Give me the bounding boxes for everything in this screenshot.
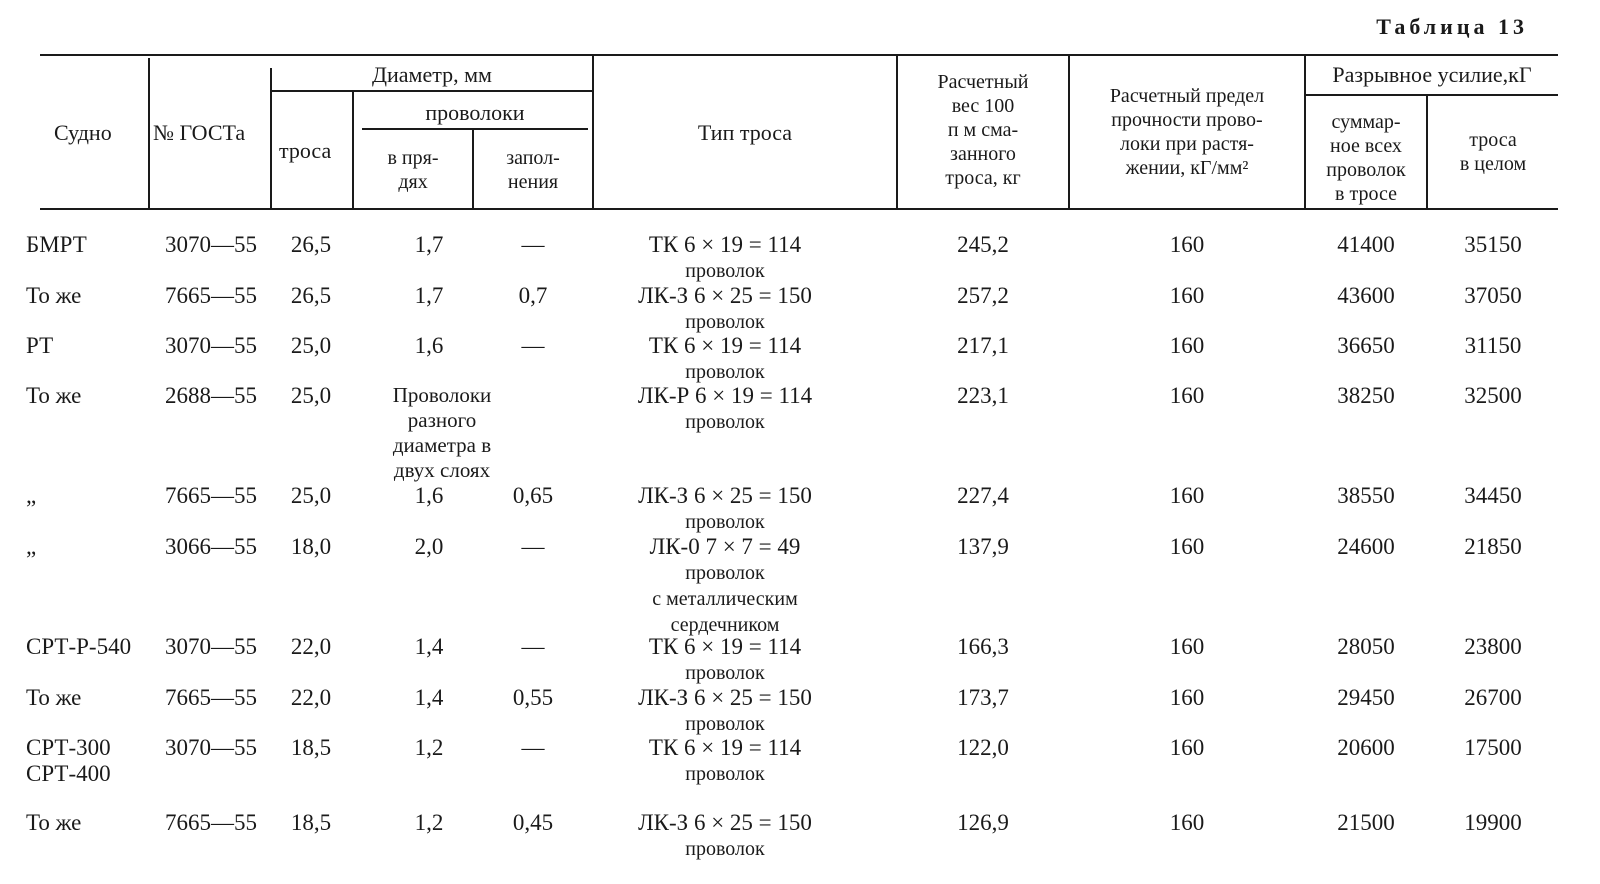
cell-filling-wire: 0,65 [512,483,554,508]
cell-vessel: То же [26,283,82,308]
header-in-strands: в пря- дях [387,147,439,193]
cell-weight: 223,1 [957,383,1009,408]
cell-gost: 3070—55 [165,333,257,358]
cell-strength: 160 [1169,232,1205,257]
cell-rope-type-note: проволок с металлическим сердечником [652,562,798,636]
cell-rope-whole: 23800 [1464,634,1522,659]
cell-rope-type-note: проволок [685,763,765,785]
cell-sum-wires: 24600 [1337,534,1395,559]
cell-gost: 7665—55 [165,283,257,308]
cell-rope-type: ЛК-З 6 × 25 = 150 [638,685,812,710]
diameter-group-rule [272,90,592,92]
col-rule-2 [270,68,272,208]
cell-sum-wires: 28050 [1337,634,1395,659]
header-gost: № ГОСТа [153,120,246,145]
cell-rope-type: ЛК-Р 6 × 19 = 114 [637,383,813,408]
cell-rope-type: ТК 6 × 19 = 114 [648,232,802,257]
cell-rope-type: ЛК-З 6 × 25 = 150 [638,483,812,508]
cell-vessel: БМРТ [26,232,87,257]
cell-rope-whole: 35150 [1464,232,1522,257]
cell-strength: 160 [1169,283,1205,308]
header-rope-whole: троса в целом [1459,129,1527,175]
cell-vessel: То же [26,383,82,408]
cell-rope-whole: 19900 [1464,810,1522,835]
cell-rope-whole: 32500 [1464,383,1522,408]
cell-rope-diameter: 18,5 [290,735,332,760]
cell-gost: 7665—55 [165,483,257,508]
cell-strength: 160 [1169,534,1205,559]
cell-strand-wire: 1,2 [414,735,444,760]
header-vessel: Судно [54,120,112,145]
header-breaking-group: Разрывное усилие,кГ [1332,62,1532,87]
cell-rope-diameter: 18,5 [290,810,332,835]
cell-rope-diameter: 26,5 [290,283,332,308]
cell-sum-wires: 20600 [1337,735,1395,760]
cell-filling-wire: 0,7 [518,283,548,308]
cell-strand-wire: 2,0 [414,534,444,559]
cell-rope-type: ЛК-З 6 × 25 = 150 [638,283,812,308]
header-rope-diameter: троса [279,138,332,163]
cell-sum-wires: 38550 [1337,483,1395,508]
cell-filling-wire: — [521,634,545,659]
cell-weight: 137,9 [957,534,1009,559]
header-diameter-group: Диаметр, мм [372,62,492,87]
cell-rope-whole: 34450 [1464,483,1522,508]
cell-rope-diameter: 25,0 [290,483,332,508]
cell-filling-wire: — [521,735,545,760]
cell-rope-diameter: 18,0 [290,534,332,559]
cell-rope-type-note: проволок [685,411,765,433]
cell-rope-whole: 37050 [1464,283,1522,308]
cell-gost: 3070—55 [165,735,257,760]
cell-rope-type-note: проволок [685,311,765,333]
cell-gost: 2688—55 [165,383,257,408]
cell-vessel: То же [26,685,82,710]
cell-rope-whole: 31150 [1464,333,1522,358]
cell-weight: 257,2 [957,283,1009,308]
cell-vessel: СРТ-300 СРТ-400 [26,735,111,786]
cell-rope-type-note: проволок [685,511,765,533]
cell-rope-whole: 26700 [1464,685,1522,710]
cell-strength: 160 [1169,483,1205,508]
cell-strand-wire: Проволоки разного диаметра в двух слоях [392,383,492,482]
cell-strand-wire: 1,4 [414,634,444,659]
header-sum-wires: суммар- ное всех проволок в тросе [1326,111,1406,205]
cell-rope-whole: 21850 [1464,534,1522,559]
breaking-group-rule [1306,94,1558,96]
cell-vessel: То же [26,810,82,835]
cell-weight: 166,3 [957,634,1009,659]
cell-strength: 160 [1169,810,1205,835]
cell-filling-wire: 0,55 [512,685,554,710]
col-rule-1 [148,58,150,208]
cell-rope-type: ТК 6 × 19 = 114 [648,333,802,358]
table-caption: Таблица 13 [1376,14,1528,39]
cell-rope-type: ЛК-З 6 × 25 = 150 [638,810,812,835]
cell-sum-wires: 38250 [1337,383,1395,408]
cell-rope-type-note: проволок [685,260,765,282]
cell-weight: 122,0 [957,735,1009,760]
cell-rope-type-note: проволок [685,361,765,383]
cell-vessel: „ [26,534,37,559]
cell-strand-wire: 1,4 [414,685,444,710]
cell-vessel: РТ [26,333,54,358]
header-strength: Расчетный предел прочности прово- локи при растя- жении, кГ/мм² [1109,85,1265,179]
cell-rope-type: ТК 6 × 19 = 114 [648,735,802,760]
cell-weight: 217,1 [957,333,1009,358]
cell-gost: 7665—55 [165,685,257,710]
cell-strand-wire: 1,7 [414,232,444,257]
header-filling: запол- нения [506,147,560,193]
cell-vessel: „ [26,483,37,508]
cell-filling-wire: — [521,232,545,257]
cell-rope-type-note: проволок [685,713,765,735]
header-bottom-rule [40,208,1558,210]
cell-rope-diameter: 25,0 [290,383,332,408]
cell-gost: 3070—55 [165,232,257,257]
cell-strength: 160 [1169,383,1205,408]
header-wire-group: проволоки [425,100,525,125]
top-rule [40,54,1558,56]
cell-strand-wire: 1,7 [414,283,444,308]
cell-sum-wires: 29450 [1337,685,1395,710]
cell-strength: 160 [1169,333,1205,358]
cell-gost: 7665—55 [165,810,257,835]
cell-strand-wire: 1,6 [414,333,444,358]
cell-rope-type-note: проволок [685,838,765,860]
cell-strength: 160 [1169,735,1205,760]
cell-rope-type-note: проволок [685,662,765,684]
cell-filling-wire: 0,45 [512,810,554,835]
cell-gost: 3070—55 [165,634,257,659]
cell-weight: 173,7 [957,685,1009,710]
cell-strand-wire: 1,6 [414,483,444,508]
header-weight: Расчетный вес 100 п м сма- занного троса, кг [937,71,1029,189]
cell-sum-wires: 41400 [1337,232,1395,257]
cell-rope-diameter: 22,0 [290,634,332,659]
cell-strength: 160 [1169,634,1205,659]
cell-rope-diameter: 26,5 [290,232,332,257]
cell-rope-type: ЛК-0 7 × 7 = 49 [649,534,801,559]
cell-sum-wires: 21500 [1337,810,1395,835]
cell-filling-wire: — [521,333,545,358]
cell-sum-wires: 36650 [1337,333,1395,358]
cell-strand-wire: 1,2 [414,810,444,835]
wire-group-rule [362,128,588,130]
cell-weight: 227,4 [957,483,1009,508]
cell-rope-type: ТК 6 × 19 = 114 [648,634,802,659]
cell-gost: 3066—55 [165,534,257,559]
cell-rope-diameter: 22,0 [290,685,332,710]
cell-sum-wires: 43600 [1337,283,1395,308]
cell-weight: 245,2 [957,232,1009,257]
cell-rope-whole: 17500 [1464,735,1522,760]
header-rope-type: Тип троса [697,120,793,145]
cell-filling-wire: — [521,534,545,559]
cell-strength: 160 [1169,685,1205,710]
cell-weight: 126,9 [957,810,1009,835]
cell-rope-diameter: 25,0 [290,333,332,358]
cell-vessel: СРТ-Р-540 [26,634,132,659]
